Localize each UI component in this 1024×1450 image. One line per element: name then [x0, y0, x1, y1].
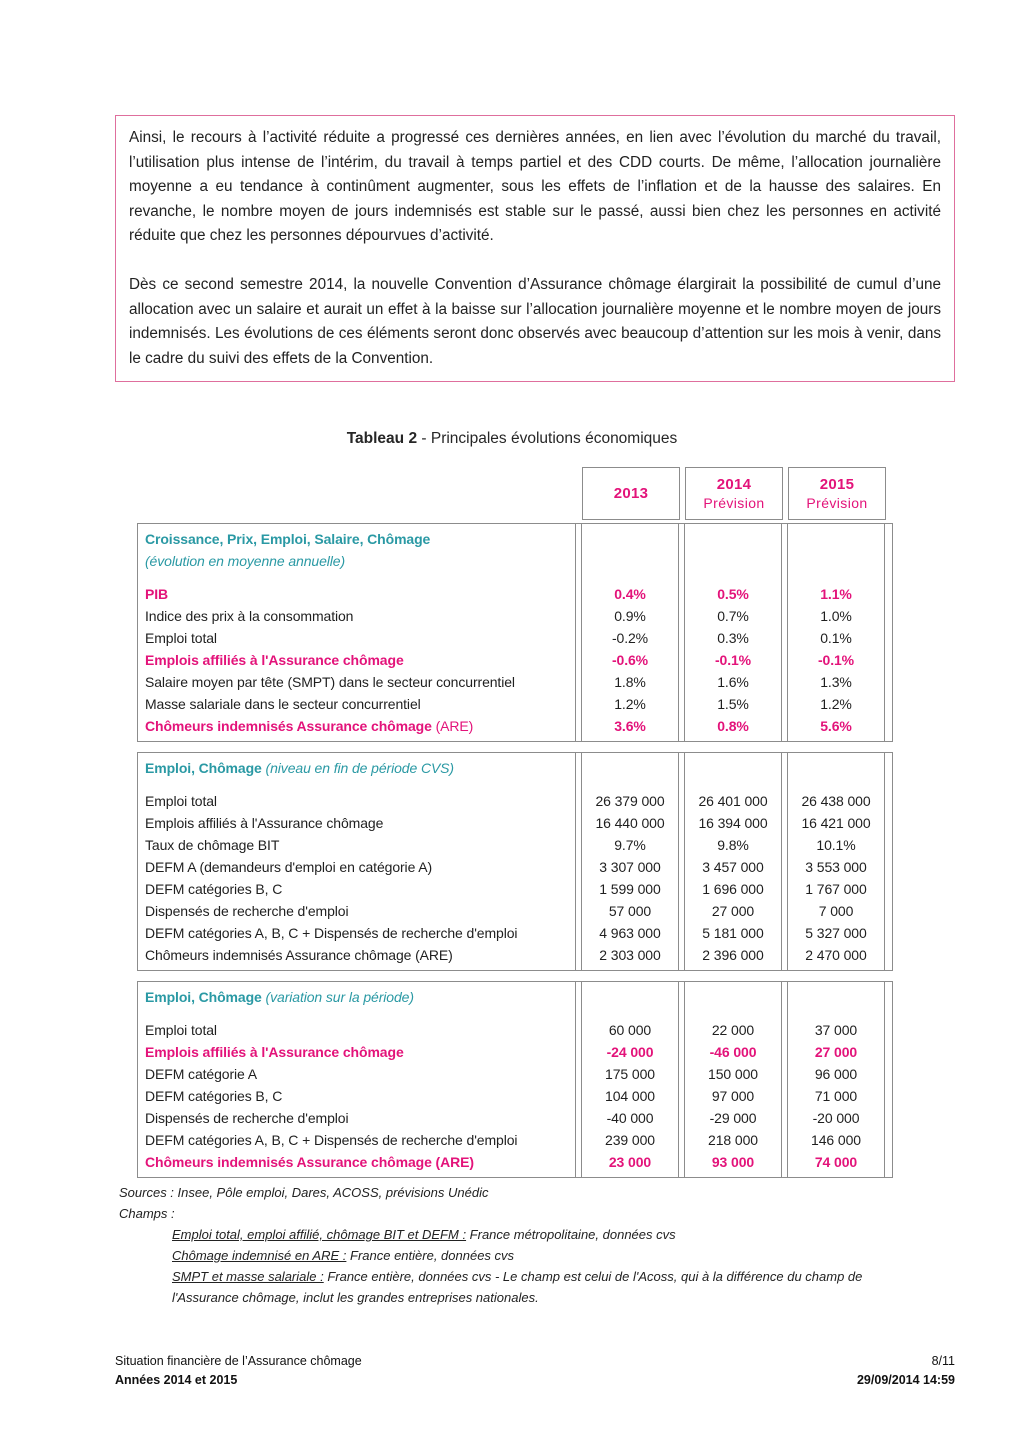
- cell-value: 9.8%: [717, 837, 749, 853]
- cell-value: 71 000: [814, 1088, 858, 1104]
- table-header-row: [137, 467, 893, 520]
- table-section-2: [137, 752, 893, 971]
- cell-value: 1.0%: [820, 608, 852, 624]
- cell-value: 37 000: [814, 1022, 858, 1038]
- spacer: [788, 779, 884, 790]
- row-label-text: Salaire moyen par tête (SMPT) dans le secteur concurrentiel: [145, 674, 515, 690]
- row-label-text: Chômeurs indemnisés Assurance chômage (ARE): [145, 947, 453, 963]
- data-column-2014: [684, 524, 782, 741]
- spacer: [582, 1008, 678, 1019]
- label-column: [138, 982, 576, 1177]
- cell-value: 3 457 000: [702, 859, 764, 875]
- champ-item-text: France entière, données cvs: [346, 1248, 515, 1263]
- cell-value: 3 553 000: [805, 859, 867, 875]
- section-title: [145, 986, 571, 1008]
- cell-value: 1.6%: [717, 674, 749, 690]
- row-label-text: PIB: [145, 586, 169, 602]
- spacer: [582, 779, 678, 790]
- row-label: [145, 1063, 571, 1085]
- cell-value: 7 000: [818, 903, 854, 919]
- column-sub: Prévision: [806, 494, 868, 511]
- row-label: [145, 1107, 571, 1129]
- cell-value: 1 696 000: [702, 881, 764, 897]
- section-title-text: Croissance, Prix, Emploi, Salaire, Chômage: [145, 531, 431, 547]
- cell-value: 5 327 000: [805, 925, 867, 941]
- cell-value: -24 000: [606, 1044, 654, 1060]
- sources-line: Sources : Insee, Pôle emploi, Dares, ACOSS, prévisions Unédic: [119, 1185, 489, 1200]
- row-label: [145, 812, 571, 834]
- row-label-text: DEFM catégories B, C: [145, 881, 283, 897]
- champ-item-label: Chômage indemnisé en ARE :: [172, 1248, 347, 1263]
- cell-value: 5 181 000: [702, 925, 764, 941]
- cell-value: 1.1%: [820, 586, 852, 602]
- row-label: [145, 790, 571, 812]
- header-spacer: [137, 467, 577, 520]
- header-spacer: [685, 528, 781, 572]
- footer-doc-title: Situation financière de l’Assurance chômage: [115, 1354, 362, 1368]
- data-column-2013: [581, 524, 679, 741]
- row-label-text: Emploi total: [145, 1022, 217, 1038]
- row-label: [145, 671, 571, 693]
- data-column-2013: [581, 982, 679, 1177]
- row-label: [145, 900, 571, 922]
- column-header-2013: [582, 467, 680, 520]
- row-label: [145, 693, 571, 715]
- spacer: [685, 1008, 781, 1019]
- cell-value: 26 401 000: [698, 793, 768, 809]
- row-label: [145, 605, 571, 627]
- label-column: [138, 524, 576, 741]
- cell-value: -20 000: [812, 1110, 860, 1126]
- row-label-text: Emplois affiliés à l'Assurance chômage: [145, 652, 404, 668]
- cell-value: 0.8%: [717, 718, 749, 734]
- label-column: [138, 753, 576, 970]
- spacer: [145, 1008, 571, 1019]
- cell-value: 26 438 000: [801, 793, 871, 809]
- cell-value: 93 000: [711, 1154, 755, 1170]
- section-title: [145, 528, 571, 550]
- champ-item: [172, 1245, 929, 1266]
- cell-value: 2 396 000: [702, 947, 764, 963]
- cell-value: 74 000: [814, 1154, 858, 1170]
- spacer: [788, 572, 884, 583]
- data-column-2013: [581, 753, 679, 970]
- spacer: [582, 572, 678, 583]
- column-header-2015: [788, 467, 886, 520]
- header-spacer: [582, 986, 678, 1008]
- row-label: [145, 878, 571, 900]
- highlight-note-box: [115, 115, 955, 382]
- cell-value: 16 440 000: [595, 815, 665, 831]
- row-label: [145, 944, 571, 966]
- cell-value: -40 000: [606, 1110, 654, 1126]
- champ-item: [172, 1266, 929, 1308]
- cell-value: 1.3%: [820, 674, 852, 690]
- champ-item-label: SMPT et masse salariale :: [172, 1269, 324, 1284]
- cell-value: 27 000: [711, 903, 755, 919]
- champ-item-text: France entière, données cvs - Le champ est celui de l'Acoss, qui à la différence du champ de l'Assurance chômage, inclut les grandes entreprises nationales.: [172, 1269, 863, 1305]
- header-spacer: [788, 986, 884, 1008]
- cell-value: 104 000: [605, 1088, 655, 1104]
- footer-right: [857, 1352, 955, 1390]
- row-label: [145, 1151, 571, 1173]
- cell-value: 1.5%: [717, 696, 749, 712]
- data-column-2015: [787, 982, 885, 1177]
- table-section-1: [137, 523, 893, 742]
- cell-value: 4 963 000: [599, 925, 661, 941]
- cell-value: 2 303 000: [599, 947, 661, 963]
- spacer: [685, 779, 781, 790]
- row-label: [145, 583, 571, 605]
- cell-value: -0.1%: [817, 652, 855, 668]
- champs-label: Champs :: [119, 1206, 175, 1221]
- cell-value: 0.5%: [717, 586, 749, 602]
- header-spacer: [582, 528, 678, 572]
- row-label-text: DEFM catégorie A: [145, 1066, 257, 1082]
- data-column-2014: [684, 753, 782, 970]
- cell-value: 22 000: [711, 1022, 755, 1038]
- row-label-text: Dispensés de recherche d'emploi: [145, 903, 349, 919]
- cell-value: 218 000: [708, 1132, 758, 1148]
- cell-value: -0.1%: [714, 652, 752, 668]
- row-label: [145, 715, 571, 737]
- section-subtitle: [145, 550, 571, 572]
- spacer: [788, 1008, 884, 1019]
- cell-value: 175 000: [605, 1066, 655, 1082]
- row-label: [145, 1129, 571, 1151]
- row-label-text: Taux de chômage BIT: [145, 837, 280, 853]
- section-subtitle-text: (niveau en fin de période CVS): [261, 760, 454, 776]
- column-year: 2015: [819, 475, 855, 493]
- row-label: [145, 1041, 571, 1063]
- row-label-text: DEFM catégories B, C: [145, 1088, 283, 1104]
- table-sections: [137, 523, 893, 1178]
- cell-value: 96 000: [814, 1066, 858, 1082]
- cell-value: 2 470 000: [805, 947, 867, 963]
- row-label-suffix: (ARE): [431, 718, 474, 734]
- row-label-text: DEFM catégories A, B, C + Dispensés de recherche d'emploi: [145, 925, 518, 941]
- champ-item-label: Emploi total, emploi affilié, chômage BIT et DEFM :: [172, 1227, 467, 1242]
- data-column-2014: [684, 982, 782, 1177]
- row-label: [145, 834, 571, 856]
- table-title-number: Tableau 2: [346, 430, 418, 447]
- page-footer: [115, 1352, 955, 1390]
- cell-value: 0.3%: [717, 630, 749, 646]
- row-label: [145, 856, 571, 878]
- cell-value: 239 000: [605, 1132, 655, 1148]
- column-year: 2013: [613, 485, 649, 502]
- table-section-3: [137, 981, 893, 1178]
- note-paragraph-2: Dès ce second semestre 2014, la nouvelle Convention d’Assurance chômage élargirait la possibilité de cumul d’une allocation avec un salaire et aurait un effet à la baisse sur l’allocation journalière moyenne et le nombre moyen de jours indemnisés. Les évolutions de ces éléments seront donc observés avec beaucoup d’attention sur les mois à venir, dans le cadre du suivi des effets de la Convention.: [129, 275, 941, 367]
- cell-value: 1.8%: [614, 674, 646, 690]
- column-year: 2014: [716, 475, 752, 493]
- data-column-2015: [787, 753, 885, 970]
- cell-value: 16 394 000: [698, 815, 768, 831]
- cell-value: 146 000: [811, 1132, 861, 1148]
- table-title-text: - Principales évolutions économiques: [417, 430, 678, 447]
- cell-value: 3.6%: [614, 718, 646, 734]
- cell-value: -46 000: [709, 1044, 757, 1060]
- spacer: [145, 779, 571, 790]
- row-label-text: Masse salariale dans le secteur concurrentiel: [145, 696, 421, 712]
- row-label-text: Indice des prix à la consommation: [145, 608, 354, 624]
- section-subtitle-text: (variation sur la période): [261, 989, 414, 1005]
- spacer: [145, 572, 571, 583]
- row-label: [145, 1019, 571, 1041]
- row-label-text: Emploi total: [145, 630, 217, 646]
- cell-value: -29 000: [709, 1110, 757, 1126]
- cell-value: 1.2%: [820, 696, 852, 712]
- cell-value: 0.4%: [614, 586, 646, 602]
- section-title-text: Emploi, Chômage: [145, 989, 262, 1005]
- footer-timestamp: 29/09/2014 14:59: [856, 1373, 955, 1387]
- row-label: [145, 627, 571, 649]
- cell-value: 57 000: [608, 903, 652, 919]
- cell-value: 1.2%: [614, 696, 646, 712]
- cell-value: 9.7%: [614, 837, 646, 853]
- table-title: [0, 430, 1024, 448]
- cell-value: 1 767 000: [805, 881, 867, 897]
- footer-page-number: 8/11: [931, 1354, 955, 1368]
- header-spacer: [582, 757, 678, 779]
- cell-value: 16 421 000: [801, 815, 871, 831]
- sources-notes: [119, 1182, 929, 1308]
- header-spacer: [685, 986, 781, 1008]
- footer-doc-subtitle: Années 2014 et 2015: [115, 1373, 238, 1387]
- row-label-text: Emplois affiliés à l'Assurance chômage: [145, 815, 384, 831]
- row-label: [145, 1085, 571, 1107]
- column-header-2014: [685, 467, 783, 520]
- row-label-text: DEFM A (demandeurs d'emploi en catégorie A): [145, 859, 433, 875]
- cell-value: 23 000: [608, 1154, 652, 1170]
- cell-value: 26 379 000: [595, 793, 665, 809]
- cell-value: -0.6%: [611, 652, 649, 668]
- cell-value: 3 307 000: [599, 859, 661, 875]
- section-subtitle-text: (évolution en moyenne annuelle): [145, 553, 346, 569]
- header-spacer: [788, 757, 884, 779]
- footer-left: [115, 1352, 362, 1390]
- cell-value: 150 000: [708, 1066, 758, 1082]
- economic-table: [137, 467, 893, 1188]
- spacer: [685, 572, 781, 583]
- cell-value: 10.1%: [816, 837, 856, 853]
- champ-item: [172, 1224, 929, 1245]
- row-label-text: Emplois affiliés à l'Assurance chômage: [145, 1044, 404, 1060]
- cell-value: 60 000: [608, 1022, 652, 1038]
- cell-value: 0.1%: [820, 630, 852, 646]
- cell-value: 0.7%: [717, 608, 749, 624]
- cell-value: 1 599 000: [599, 881, 661, 897]
- header-spacer: [788, 528, 884, 572]
- row-label-text: Emploi total: [145, 793, 217, 809]
- column-sub: Prévision: [703, 494, 765, 511]
- row-label: [145, 922, 571, 944]
- cell-value: 5.6%: [820, 718, 852, 734]
- cell-value: 0.9%: [614, 608, 646, 624]
- note-paragraph-1: Ainsi, le recours à l’activité réduite a progressé ces dernières années, en lien avec l’évolution du marché du travail, l’utilisation plus intense de l’intérim, du travail à temps partiel et des CDD courts. De même, l’allocation journalière moyenne a eu tendance à continûment augmenter, sous les effets de l’inflation et de la hausse des salaires. En revanche, le nombre moyen de jours indemnisés est stable sur le passé, aussi bien chez les personnes en activité réduite que chez les personnes dépourvues d’activité.: [129, 129, 941, 245]
- row-label-text: DEFM catégories A, B, C + Dispensés de recherche d'emploi: [145, 1132, 518, 1148]
- cell-value: -0.2%: [611, 630, 649, 646]
- cell-value: 97 000: [711, 1088, 755, 1104]
- data-column-2015: [787, 524, 885, 741]
- row-label: [145, 649, 571, 671]
- section-title: [145, 757, 571, 779]
- row-label-text: Chômeurs indemnisés Assurance chômage (ARE): [145, 1154, 474, 1170]
- row-label-text: Chômeurs indemnisés Assurance chômage: [145, 718, 432, 734]
- row-label-text: Dispensés de recherche d'emploi: [145, 1110, 349, 1126]
- cell-value: 27 000: [814, 1044, 858, 1060]
- section-title-text: Emploi, Chômage: [145, 760, 262, 776]
- champ-item-text: France métropolitaine, données cvs: [466, 1227, 676, 1242]
- header-spacer: [685, 757, 781, 779]
